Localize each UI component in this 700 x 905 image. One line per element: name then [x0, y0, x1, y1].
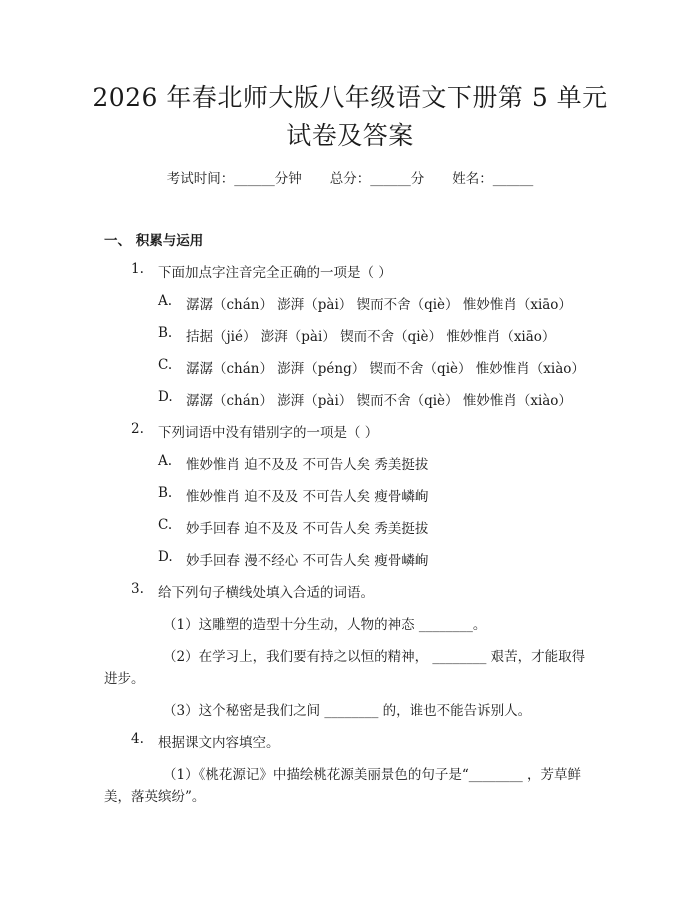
- question-number: 1.: [131, 261, 144, 277]
- exam-score: 总分：______分: [329, 171, 425, 187]
- option-label: A.: [158, 293, 173, 309]
- exam-name: 姓名：______: [452, 171, 534, 187]
- option-text: 妙手回春 迫不及及 不可告人矣 秀美挺拔: [186, 521, 429, 537]
- fill-item-continued: 美，落英缤纷”。: [104, 789, 206, 805]
- fill-item: （3）这个秘密是我们之间 ________ 的，谁也不能告诉别人。: [163, 703, 532, 719]
- question-text: 下面加点字注音完全正确的一项是（ ）: [158, 265, 392, 281]
- fill-item: （1）《桃花源记》中描绘桃花源美丽景色的句子是“________ ，芳草鲜: [163, 767, 582, 783]
- option-label: D.: [158, 549, 173, 565]
- exam-meta: [0, 167, 700, 187]
- question-text: 根据课文内容填空。: [158, 735, 280, 751]
- fill-item: （1）这雕塑的造型十分生动，人物的神态 ________。: [163, 617, 487, 633]
- option-label: D.: [158, 389, 173, 405]
- option-label: C.: [158, 357, 173, 373]
- option-label: A.: [158, 453, 173, 469]
- fill-item: （2）在学习上，我们要有持之以恒的精神， ________ 艰苦，才能取得: [163, 649, 586, 665]
- page-title-line1: 2026 年春北师大版八年级语文下册第 5 单元: [92, 83, 608, 112]
- option-text: 惟妙惟肖 迫不及及 不可告人矣 瘦骨嶙峋: [186, 489, 429, 505]
- question-text: 下列词语中没有错别字的一项是（ ）: [158, 425, 379, 441]
- page-title-line2: 试卷及答案: [286, 121, 414, 150]
- question-number: 2.: [131, 421, 144, 437]
- option-text: 拮据（jié） 澎湃（pài） 锲而不舍（qiè） 惟妙惟肖（xiāo）: [186, 329, 556, 345]
- option-text: 潺潺（chán） 澎湃（péng） 锲而不舍（qiè） 惟妙惟肖（xiào）: [186, 361, 585, 377]
- fill-item-continued: 进步。: [104, 671, 145, 687]
- option-text: 妙手回春 漫不经心 不可告人矣 瘦骨嶙峋: [186, 553, 429, 569]
- section-heading: 一、 积累与运用: [104, 233, 204, 249]
- question-number: 3.: [131, 581, 144, 597]
- option-label: C.: [158, 517, 173, 533]
- option-label: B.: [158, 485, 173, 501]
- exam-time: 考试时间：______分钟: [166, 171, 302, 187]
- option-text: 惟妙惟肖 迫不及及 不可告人矣 秀美挺拔: [186, 457, 429, 473]
- option-text: 潺潺（chán） 澎湃（pài） 锲而不舍（qiè） 惟妙惟肖（xiāo）: [186, 297, 572, 313]
- option-label: B.: [158, 325, 173, 341]
- question-text: 给下列句子横线处填入合适的词语。: [158, 585, 374, 601]
- option-text: 潺潺（chán） 澎湃（pài） 锲而不舍（qiè） 惟妙惟肖（xiào）: [186, 393, 572, 409]
- question-number: 4.: [131, 731, 144, 747]
